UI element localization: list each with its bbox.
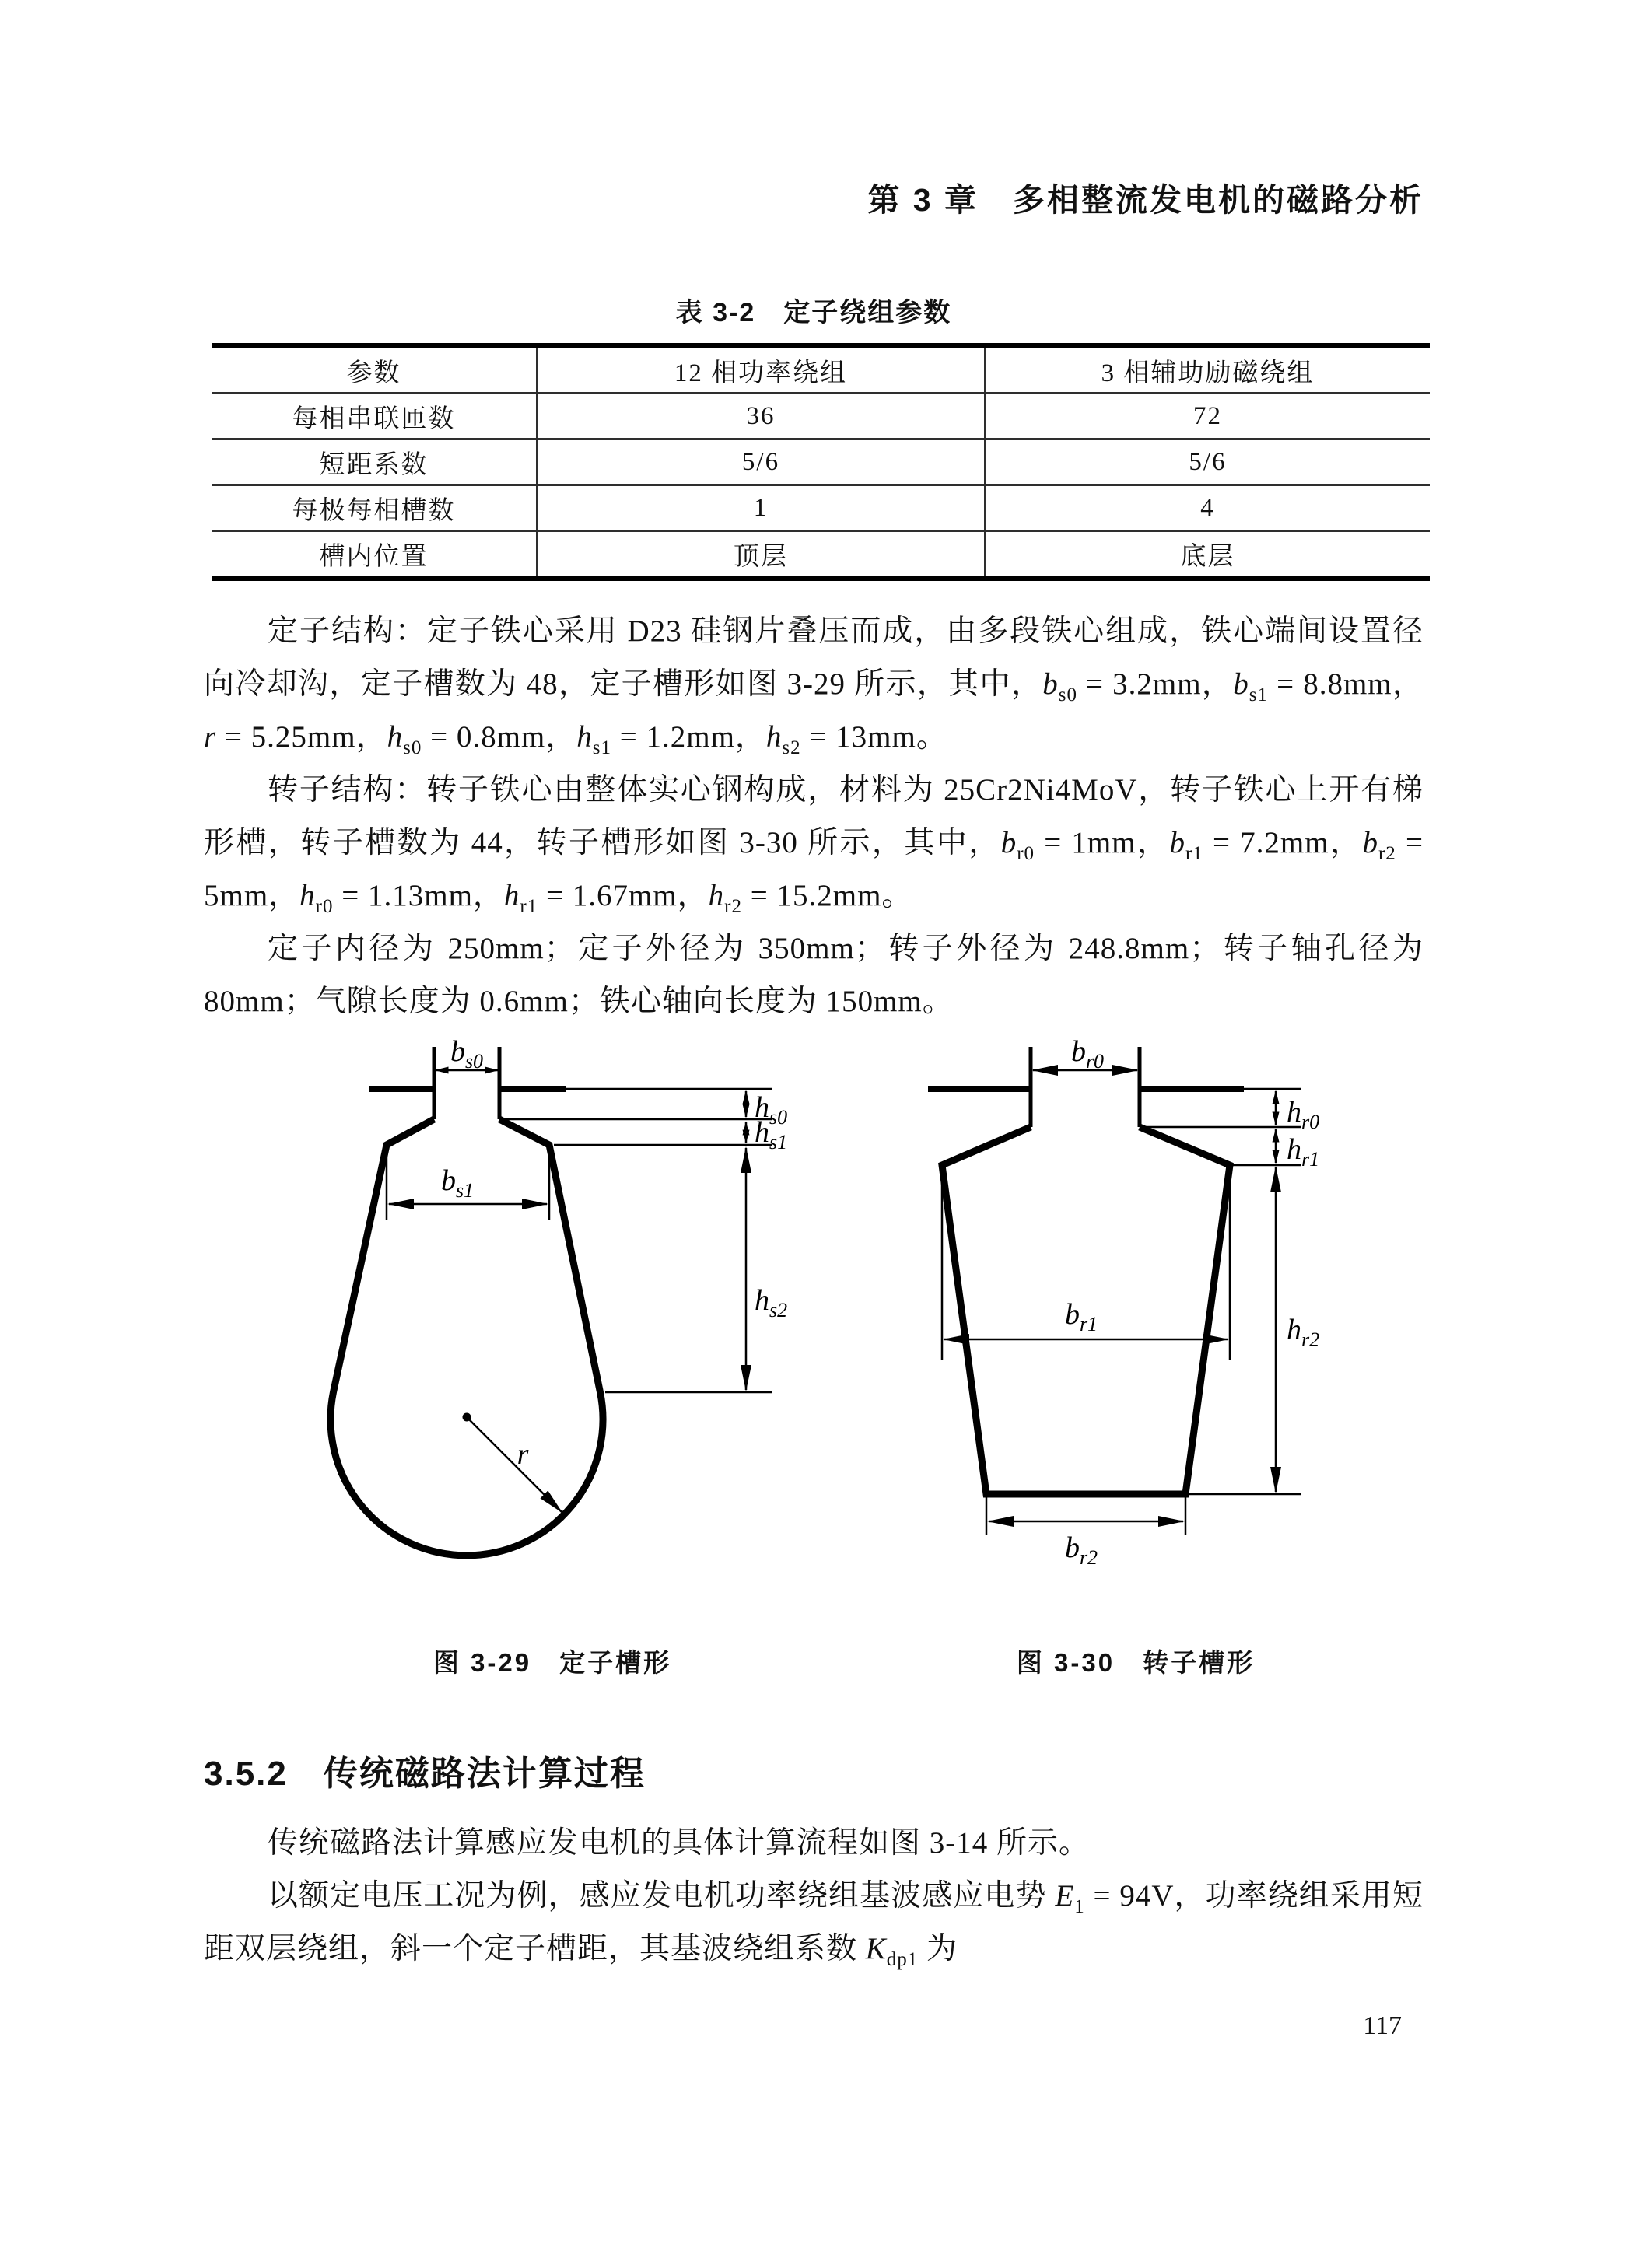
dim-label-bs0: $b_{s0}$ [450,1035,484,1073]
math-var: E [1055,1879,1075,1913]
math-var: h [503,879,520,912]
math-sub: r1 [1185,842,1203,864]
math-var: b [1233,667,1249,701]
math-var: h [765,720,783,754]
table-cell: 槽内位置 [319,542,429,571]
dim-label-br0: $b_{r0}$ [1070,1035,1105,1073]
text-run: = 5mm， [204,826,1424,912]
table-header-cell: 12 相功率绕组 [537,346,985,394]
table-cell: 短距系数 [212,439,537,485]
section-heading: 3.5.2 传统磁路法计算过程 [204,1755,646,1793]
dim-label-hs0: $h_{s0}$ [755,1091,788,1129]
math-var: b [1000,826,1017,859]
dim-label-br2: $b_{r2}$ [1064,1531,1098,1569]
math-sub: r2 [724,895,742,917]
math-sub: s1 [1249,684,1269,705]
math-var: h [708,879,725,912]
text-run: = 13mm。 [800,720,947,754]
math-sub: 1 [1074,1895,1085,1917]
math-var: h [299,879,316,912]
table-cell: 1 [537,485,985,531]
dim-label-hs1: $h_{s1}$ [755,1116,788,1153]
text-run: 转子结构：转子铁心由整体实心钢构成，材料为 25Cr2Ni4MoV，转子铁心上开有梯形槽，转子槽数为 44，转子槽形如图 3-30 所示，其中， [204,773,1424,859]
math-var: b [1042,667,1059,701]
dim-label-r: r [517,1438,529,1471]
math-sub: r2 [1378,842,1396,864]
text-run: = 1.13mm， [333,879,504,912]
figure-caption-stator: 图 3-29 定子槽形 [433,1648,672,1677]
table-cell: 底层 [985,531,1430,579]
text-run: = 94V，功率绕组采用短距双层绕组，斜一个定子槽距，其基波绕组系数 [204,1879,1424,1965]
dim-label-hr1: $h_{r1}$ [1287,1133,1320,1171]
table-cell: 每相串联匝数 [212,394,537,439]
text-run: 以额定电压工况为例，感应发电机功率绕组基波感应电势 [268,1879,1056,1913]
running-head: 第 3 章 多相整流发电机的磁路分析 [867,182,1424,218]
text-run: 为 [918,1932,958,1965]
paragraph-dimensions: 定子内径为 250mm；定子外径为 350mm；转子外径为 248.8mm；转子轴孔径为 80mm；气隙长度为 0.6mm；铁心轴向长度为 150mm。 [204,932,1424,1018]
math-var: b [1169,826,1185,859]
table-title: 表 3-2 定子绕组参数 [675,298,952,327]
paragraph-flow-reference: 传统磁路法计算感应发电机的具体计算流程如图 3-14 所示。 [268,1826,1090,1860]
dim-label-br1: $b_{r1}$ [1064,1298,1098,1335]
math-var: h [576,720,593,754]
table-cell: 4 [985,485,1430,531]
table-cell: 5/6 [985,439,1430,485]
text-run: = 0.8mm， [422,720,577,754]
body-text-block [204,1817,1424,1976]
math-sub: s1 [592,737,611,758]
math-sub: r1 [520,895,538,917]
dim-label-hs2: $h_{s2}$ [755,1284,788,1321]
math-sub: r0 [1017,842,1035,864]
math-sub: r0 [315,895,334,917]
text-run: = 7.2mm， [1203,826,1363,859]
math-sub: s0 [403,737,422,758]
table-cell: 5/6 [537,439,985,485]
math-sub: s2 [782,737,801,758]
text-run: = 15.2mm。 [742,879,913,912]
math-var: h [387,720,404,754]
math-var: b [1362,826,1378,859]
dim-label-bs1: $b_{s1}$ [440,1164,475,1202]
paragraph-rated-voltage [204,1870,1424,1976]
table-header-cell: 3 相辅助励磁绕组 [985,346,1430,394]
text-run: = 1.67mm， [538,879,709,912]
table-cell: 顶层 [537,531,985,579]
text-run: 定子结构：定子铁心采用 D23 硅钢片叠压而成，由多段铁心组成，铁心端间设置径向冷却沟，定子槽数为 48，定子槽形如图 3-29 所示，其中， [204,614,1424,701]
table-cell: 每极每相槽数 [212,485,537,531]
math-sub: s0 [1058,684,1077,705]
text-run: = 3.2mm， [1077,667,1234,701]
text-run: = 5.25mm， [216,720,387,754]
math-sub: dp1 [886,1948,919,1970]
dim-label-hr2: $h_{r2}$ [1287,1314,1320,1351]
table-header-cell: 参数 [212,346,537,394]
rotor-slot-diagram [928,1035,1319,1569]
stator-slot-diagram [331,1035,787,1556]
text-run: = 1mm， [1035,826,1170,859]
math-var: K [865,1932,887,1965]
text-run: = 1.2mm， [611,720,766,754]
math-var: r [204,720,217,754]
table-cell: 36 [537,394,985,439]
dim-label-hr0: $h_{r0}$ [1287,1096,1320,1133]
page-number: 117 [1363,2011,1402,2040]
table-cell: 72 [985,394,1430,439]
figure-caption-rotor: 图 3-30 转子槽形 [1016,1648,1256,1677]
text-run: = 8.8mm， [1268,667,1424,701]
